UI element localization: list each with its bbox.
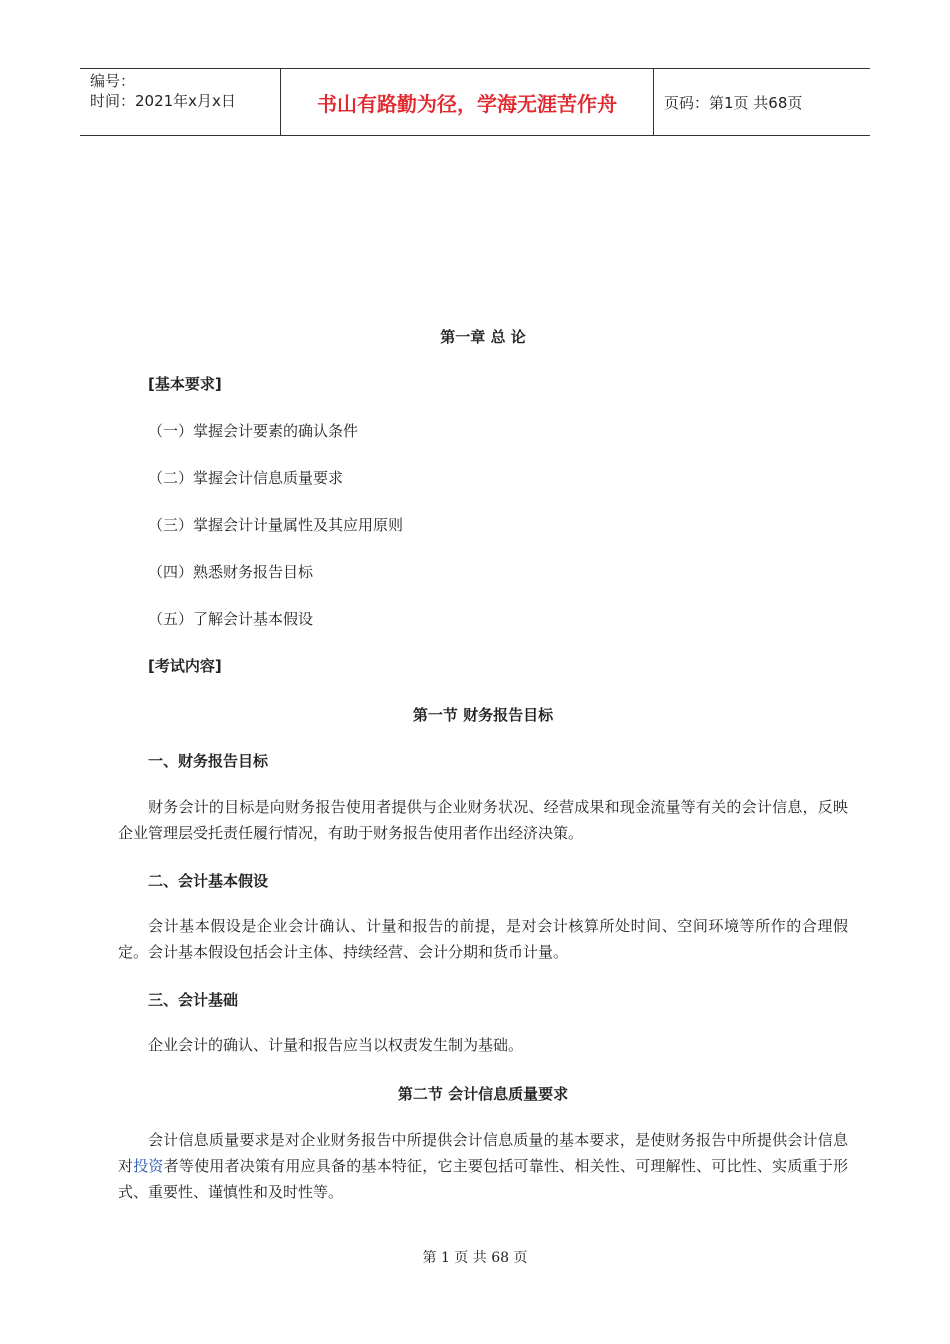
investment-link[interactable]: 投资 [133,1157,164,1175]
section2-paragraph [118,1127,848,1205]
section1-heading-1: 一、财务报告目标 [148,752,269,770]
requirement-item: （四）熟悉财务报告目标 [148,563,314,581]
section1-heading-3: 三、会计基础 [148,991,239,1009]
section2-text-before: 会计信息质量要求是对企业财务报告中所提供会计信息质量的基本要求，是使财务报告中所提供会计信息对 [118,1131,848,1175]
requirements-heading: [基本要求] [148,375,222,393]
exam-content-heading: [考试内容] [148,657,222,675]
section1-title: 第一节 财务报告目标 [412,706,554,724]
header-motto: 书山有路勤为径，学海无涯苦作舟 [281,69,654,135]
page-footer: 第 1 页 共 68 页 [422,1250,528,1266]
time-label: 时间：2021年x月x日 [90,92,236,110]
header-left-cell [80,69,281,135]
section1-paragraph-1: 财务会计的目标是向财务报告使用者提供与企业财务状况、经营成果和现金流量等有关的会计信息，反映企业管理层受托责任履行情况，有助于财务报告使用者作出经济决策。 [118,798,848,842]
requirement-item: （五）了解会计基本假设 [148,610,314,628]
section1-paragraph-2: 会计基本假设是企业会计确认、计量和报告的前提，是对会计核算所处时间、空间环境等所作的合理假定。会计基本假设包括会计主体、持续经营、会计分期和货币计量。 [118,917,848,961]
requirement-item: （三）掌握会计计量属性及其应用原则 [148,516,404,534]
chapter-title: 第一章 总 论 [440,328,526,346]
section2-text-after: 者等使用者决策有用应具备的基本特征，它主要包括可靠性、相关性、可理解性、可比性、实质重于形式、重要性、谨慎性和及时性等。 [118,1157,848,1201]
section1-heading-2: 二、会计基本假设 [148,872,269,890]
section1-paragraph-3: 企业会计的确认、计量和报告应当以权责发生制为基础。 [148,1036,524,1054]
number-label: 编号： [90,72,136,90]
header-page-info: 页码：第1页 共68页 [664,93,803,112]
requirement-item: （一）掌握会计要素的确认条件 [148,422,359,440]
section2-title: 第二节 会计信息质量要求 [397,1085,569,1103]
page-header [80,68,870,136]
requirement-item: （二）掌握会计信息质量要求 [148,469,344,487]
